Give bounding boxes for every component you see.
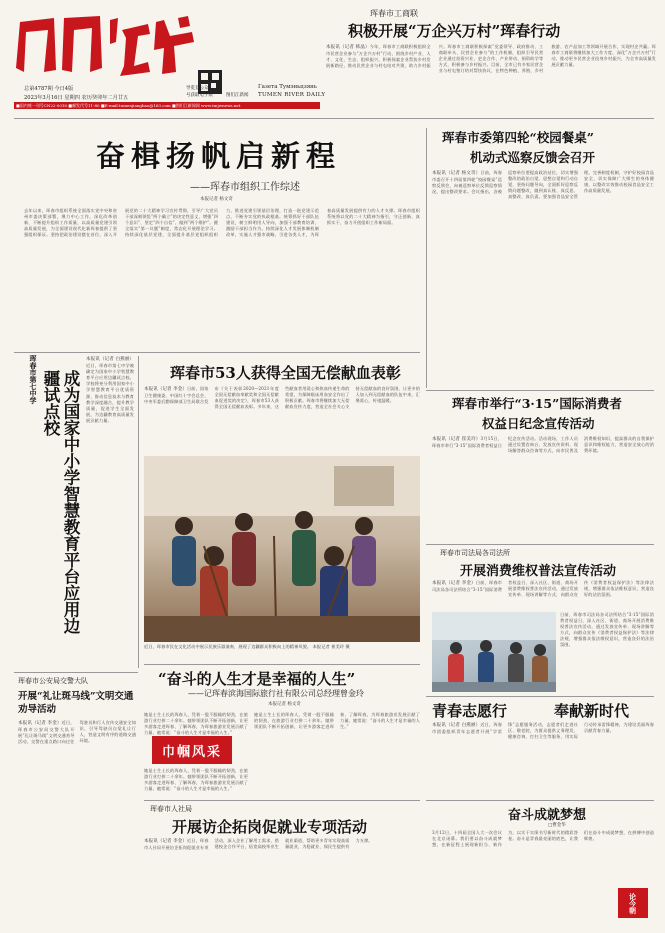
masthead-logo: [14, 8, 200, 82]
legal-text: 日前，珲春市司法局各司法所结合“3·15”国际消费者权益日，深入社区、街道、商场开展消费维权普法宣传活动，通过发放宣传单、现场讲解等方式，向群众宣传《消费者权益保护法》等法律法规，增强群众依法维权意识，营造良好的法治氛围。: [432, 580, 654, 598]
women-body-right: 她是土生土长的珲春人，凭着一股不服输的韧劲，在旅游行业打拼二十余年。她带领团队不断开拓创新，让更多游客走进珲春、了解珲春，为珲春旅游业发展贡献了力量。她常说：“奋斗的人生才是幸福的人生。”: [254, 712, 420, 730]
legal-aid-kicker: 珲春市公安局交警大队: [18, 677, 88, 685]
photo-caption: 近日，珲春市民在文化活动中展示民族乐器演奏，展现了边疆群众积极向上的精神风貌。 本报记者 崔美玲 摄: [144, 644, 350, 649]
masthead-footer-text: ■国内统一刊号CN22-0018 ■邮发代号11-80 ■E-mail:tumenjiangbao@163.com ■图们江新闻网 www.tmjwnews.net: [16, 102, 241, 108]
labor-text: 近日，珲春市人社局开展访企拓岗促就业专项活动，深入企业了解用工需求，搭建校企合作平台，拓宽高校毕业生就业渠道，帮助更多青年实现高质量就业，为稳就业、保民生提供有力支撑。: [144, 838, 373, 851]
english-title: TUMEN RIVER DAILY: [258, 92, 326, 98]
feature-subheadline: ——珲春市组织工作综述: [190, 182, 300, 193]
top-story-text: 今年，珲春市工商联积极组织全市民营企业参与“万企兴万村”行动，围绕乡村产业、人才、文化、生态、组织振兴，积极探索企业帮扶乡村发展新路径，推动民营企业与村屯结对共建，助力乡村振兴。珲春市工商联积极探索“党委领导、政府推动、工商联牵头、民营企业参与”的工作机制，组织引导民营企业通过投资兴业、吏企合作、产业带动、捐资助学等方式，积极参与乡村振兴。目前，全市已有多家民营企业与村屯签订结对帮扶协议，在特色种植、养殖、乡村旅游、农产品加工等领域开展合作，实现村企共赢。珲春市工商联将继续加大工作力度，深化“万企兴万村”行动，推动更多民营企业投身乡村振兴，为全市高质量发展贡献力量。: [326, 44, 656, 74]
legal-aid-byline: 本报讯（记者 李金）: [18, 721, 62, 726]
top-story-body: [326, 44, 656, 114]
women-section-badge: 巾帼风采: [152, 736, 232, 764]
legal-headline: 开展消费维权普法宣传活动: [460, 564, 617, 579]
labor-byline: 本报讯（记者 李金）: [144, 839, 188, 844]
blood-body: [144, 386, 420, 452]
column-divider: [426, 128, 427, 388]
divider: [426, 800, 654, 801]
labor-headline: 开展访企拓岗促就业专项活动: [172, 818, 368, 836]
legal-aid-body: [18, 720, 136, 920]
mongolian-title: Газета Тумэньцзянь: [258, 84, 317, 90]
top-story-headline: 积极开展“万企兴万村”珲春行动: [348, 22, 561, 40]
legal-kicker: 珲春市司法局各司法所: [440, 549, 510, 557]
women-headline: “奋斗的人生才是幸福的人生”: [158, 670, 356, 688]
top-story-kicker: 珲春市工商联: [370, 9, 418, 18]
vertical-kicker: 珲春市第七中学: [29, 355, 38, 404]
volunteer-body: [432, 722, 654, 796]
legal-byline: 本报讯（记者 李金）: [432, 581, 476, 586]
divider: [426, 696, 654, 697]
feature-byline: 本报记者 杨文奇: [200, 197, 233, 202]
divider: [14, 352, 420, 353]
women-body: 她是土生土长的珲春人，凭着一股不服输的韧劲，在旅游行业打拼二十余年。她带领团队不断开拓创新，让更多游客走进珲春、了解珲春，为珲春旅游业发展贡献了力量。她常说：“奋斗的人生才是幸福的人生。”: [144, 712, 248, 736]
consumer-text: 3月15日，珲春市举行“3·15”国际消费者权益日纪念宣传活动。活动现场，工作人员通过设置咨询台、发放宣传资料、现场解答群众咨询等方式，向市民普及消费维权知识，提高群众的自我保护意识和维权能力，营造安全放心的消费环境。: [432, 436, 654, 454]
campus-headline-line2: 机动式巡察反馈会召开: [470, 150, 596, 165]
feature-headline: 奋楫扬帆启新程: [96, 139, 342, 173]
campus-text: 日前，珲春市委召开十四届第四轮“校园餐桌”巡察反馈会，向被巡察单位反馈巡察情况，提出整改要求。会议指出，各被巡察单位要提高政治站位，切实增强整改的政治自觉、思想自觉和行动自觉，坚持问题导向，全面抓好巡察反馈问题整改，做到真认账、真反思、真整改、真负责。要加强食品安全管理，完善制度机制，守护好校园食品安全，切实保障广大师生的身体健康，以整改实效推动校园食品安全工作高质量发展。: [432, 170, 654, 200]
column-divider: [138, 356, 139, 668]
vertical-byline: 本报讯（记者 白燕丽）: [86, 357, 134, 362]
qr-label: 导览登公众: [186, 86, 209, 91]
news-photo: [144, 456, 420, 642]
legal-photo: [432, 612, 556, 692]
volunteer-byline: 本报讯（记者 白燕丽）: [432, 723, 481, 728]
volunteer-text: 近日，珲春市团委组织青年志愿者开展“学雷锋”志愿服务活动，志愿者们走进社区、敬老院，为群众提供义务理发、健康咨询、打扫卫生等服务，用实际行动传承雷锋精神，为建设美丽珲春贡献青春力量。: [432, 722, 654, 740]
divider: [14, 118, 654, 119]
issue-info: 总第4787期 今日4版: [24, 86, 74, 92]
divider: [426, 390, 654, 391]
essay-headline: 奋斗成就梦想: [508, 808, 587, 823]
essay-stamp: 论今朝: [618, 888, 648, 918]
volunteer-headline-right: 奉献新时代: [554, 702, 630, 720]
labor-kicker: 珲春市人社局: [150, 805, 192, 813]
consumer-headline-line2: 权益日纪念宣传活动: [482, 416, 595, 431]
musicians-photo: [144, 456, 420, 642]
blood-byline: 本报讯（记者 李金）: [144, 387, 188, 392]
legal-body-cont: 日前，珲春市司法局各司法所结合“3·15”国际消费者权益日，深入社区、街道、商场开展消费维权普法宣传活动，通过发放宣传单、现场讲解等方式，向群众宣传《消费者权益保护法》等法律法规，增强群众依法维权意识，营造良好的法治氛围。: [560, 612, 654, 648]
vertical-text: 近日，珲春市第七中学被确定为国家中小学智慧教育平台应用边疆试点校。学校将充分利用国家中小学智慧教育平台优质资源，推动信息技术与教育教学深度融合，提升教学质量，促进学生全面发展，为边疆教育高质量发展贡献力量。: [86, 363, 134, 423]
vertical-body: [86, 356, 134, 668]
legal-photo-figures: [432, 612, 556, 692]
qr-label-2: 号获取电子版: [186, 93, 213, 98]
divider: [14, 672, 138, 673]
consumer-headline-line1: 珲春市举行“3·15”国际消费者: [452, 396, 622, 411]
vertical-headline: 成为国家中小学智慧教育平台应用边疆试点校: [41, 370, 80, 634]
date-info: 2023年3月16日 星期四 农历癸卯年二月廿五: [24, 95, 129, 101]
women-body-cont: 她是土生土长的珲春人，凭着一股不服输的韧劲，在旅游行业打拼二十余年。她带领团队不断开拓创新，让更多游客走进珲春、了解珲春，为珲春旅游业发展贡献了力量。她常说：“奋斗的人生才是幸福的人生。”: [144, 768, 248, 792]
volunteer-headline-left: 青春志愿行: [432, 702, 508, 720]
campus-byline: 本报讯（记者 杨文奇）: [432, 171, 481, 176]
women-subheadline: ——记珲春滨海国际旅行社有限公司总经理曾金玲: [188, 689, 364, 698]
blood-text: 日前，国家卫生健康委、中国红十字会总会、中央军委后勤保障部卫生局联合发布《关于表彰2020—2021年度全国无偿献血奉献奖和全国无偿献血促进奖的决定》，珲春市53人获得全国无偿献血表彰。多年来，这些献血者用爱心和热血传递生命的希望，为保障临床用血安全作出了积极贡献。珲春市将继续加大无偿献血宣传力度，营造全社会关心支持无偿献血的良好氛围，让更多的人加入到无偿献血的队伍中来，汇聚爱心，传递温暖。: [144, 386, 420, 410]
legal-aid-text: 近日，珲春市公安局交警大队开展“礼让斑马线”文明交通劝导活动，交警在重点路口向过往驾驶员和行人宣传交通安全知识，引导驾驶员自觉礼让行人，营造文明有序的道路交通环境。: [18, 720, 136, 745]
top-story-byline: 本报讯（记者 韩晶）: [326, 45, 370, 50]
divider: [144, 664, 420, 665]
labor-body: [144, 838, 420, 922]
women-byline: 本报记者 杨文奇: [268, 702, 301, 707]
divider: [426, 544, 654, 545]
divider: [144, 800, 420, 801]
feature-body: 去年以来，珲春市组织系统全面落实党中央和省州市委决策部署，聚力中心工作，深化改革创新，不断提升组织工作质量，以高质量党建引领高质量发展，为全面建设现代化新珲春提供了坚强组织保证。坚持把政治建设摆在首位，深入开展党的二十大精神学习宣传贯彻，引导广大党员干部深刻领悟“两个确立”的决定性意义，增强“四个意识”、坚定“四个自信”、做到“两个维护”。健全落实“第一议题”制度，常态化开展理论学习。持续深化基层党建，全面提升基层党组织组织力，推进党建引领基层治理，打造一批党建示范点，不断夯实党的执政根基。统筹抓好干部队伍建设，树立鲜明用人导向，加强干部教育培训，激励干部担当作为。持续深化人才发展体制机制改革，实施人才强市战略，引进各类人才，为珲春高质量发展提供有力的人才支撑。珲春市组织系统将以党的二十大精神为指引，守正创新、真抓实干，奋力开创组织工作新局面。: [24, 208, 420, 238]
legal-body: [432, 580, 654, 610]
essay-body: 3月12日，十四届全国人大一次会议在北京闭幕。我们要以奋斗成就梦想，在新征程上展现新担当、新作为，以实干实绩书写新时代的精彩答卷。奋斗是青春最亮丽的底色，让我们在奋斗中成就梦想，在拼搏中创造辉煌。: [432, 830, 654, 848]
campus-body: [432, 170, 654, 330]
legal-aid-headline: 开展“礼让斑马线”文明交通劝导活动: [18, 691, 134, 715]
essay-byline: □曹金华: [548, 823, 566, 828]
wechat-label: 图们江新闻: [226, 93, 249, 98]
blood-headline: 珲春市53人获得全国无偿献血表彰: [170, 364, 401, 382]
consumer-byline: 本报讯（记者 崔美玲）: [432, 437, 481, 442]
consumer-body: [432, 436, 654, 540]
campus-headline-line1: 珲春市委第四轮“校园餐桌”: [442, 130, 594, 145]
